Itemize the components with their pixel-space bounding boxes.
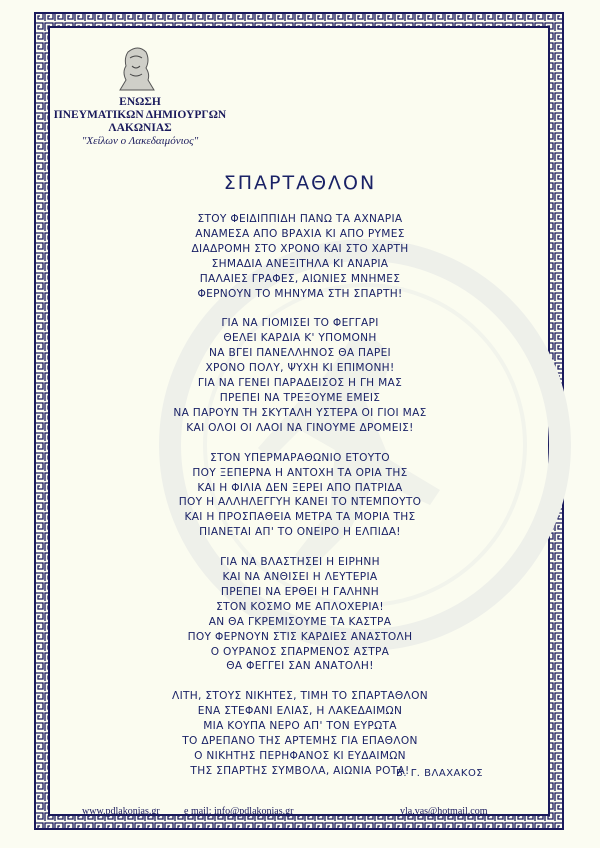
poem-title: ΣΠΑΡΤΑΘΛΟΝ xyxy=(223,172,377,194)
poem-line: ΠΡΕΠΕΙ ΝΑ ΤΡΕΞΟΥΜΕ ΕΜΕΙΣ xyxy=(219,391,381,404)
poem-line: ΠΙΑΝΕΤΑΙ ΑΠ' ΤΟ ΟΝΕΙΡΟ Η ΕΛΠΙΔΑ! xyxy=(199,526,401,539)
poem-line: ΝΑ ΒΓΕΙ ΠΑΝΕΛΛΗΝΟΣ ΘΑ ΠΑΡΕΙ xyxy=(209,347,391,360)
poem-line: ΠΟΥ ΞΕΠΕΡΝΑ Η ΑΝΤΟΧΗ ΤΑ ΟΡΙΑ ΤΗΣ xyxy=(192,466,408,479)
organization-header xyxy=(40,96,240,148)
stanza-3 xyxy=(120,451,480,540)
stanza-2 xyxy=(120,316,480,435)
poem-line: ΔΙΑΔΡΟΜΗ ΣΤΟ ΧΡΟΝΟ ΚΑΙ ΣΤΟ ΧΑΡΤΗ xyxy=(191,242,409,255)
poem-line: ΚΑΙ Η ΠΡΟΣΠΑΘΕΙΑ ΜΕΤΡΑ ΤΑ ΜΟΡΙΑ ΤΗΣ xyxy=(184,511,416,524)
poem-line: ΘΕΛΕΙ ΚΑΡΔΙΑ Κ' ΥΠΟΜΟΝΗ xyxy=(223,332,377,345)
poem-line: ΘΑ ΦΕΓΓΕΙ ΣΑΝ ΑΝΑΤΟΛΗ! xyxy=(226,660,374,673)
email-link[interactable]: e mail: info@pdlakonias.gr xyxy=(184,806,294,817)
poem-line: ΚΑΙ ΟΛΟΙ ΟΙ ΛΑΟΙ ΝΑ ΓΙΝΟΥΜΕ ΔΡΟΜΕΙΣ! xyxy=(186,421,414,434)
poem-line: ΠΑΛΑΙΕΣ ΓΡΑΦΕΣ, ΑΙΩΝΙΕΣ ΜΝΗΜΕΣ xyxy=(199,272,401,285)
poem-line: ΓΙΑ ΝΑ ΒΛΑΣΤΗΣΕΙ Η ΕΙΡΗΝΗ xyxy=(220,556,380,569)
poem-line: ΚΑΙ Η ΦΙΛΙΑ ΔΕΝ ΞΕΡΕΙ ΑΠΟ ΠΑΤΡΙΔΑ xyxy=(197,481,403,494)
poem-line: ΣΤΟΝ ΚΟΣΜΟ ΜΕ ΑΠΛΟΧΕΡΙΑ! xyxy=(216,600,384,613)
org-line-1: ΕΝΩΣΗ xyxy=(119,96,161,108)
poem-line: ΧΡΟΝΟ ΠΟΛΥ, ΨΥΧΗ ΚΙ ΕΠΙΜΟΝΗ! xyxy=(205,362,395,375)
poem-line: ΕΝΑ ΣΤΕΦΑΝΙ ΕΛΙΑΣ, Η ΛΑΚΕΔΑΙΜΩΝ xyxy=(197,705,403,718)
poem-line: Ο ΟΥΡΑΝΟΣ ΣΠΑΡΜΕΝΟΣ ΑΣΤΡΑ xyxy=(210,645,390,658)
website-link[interactable]: www.pdlakonias.gr xyxy=(82,806,160,817)
org-motto: "Χείλων ο Λακεδαιμόνιος" xyxy=(81,135,199,147)
poem-line: ΣΤΟΥ ΦΕΙΔΙΠΠΙΔΗ ΠΑΝΩ ΤΑ ΑΧΝΑΡΙΑ xyxy=(197,213,403,225)
poem-line: ΤΗΣ ΣΠΑΡΤΗΣ ΣΥΜΒΟΛΑ, ΑΙΩΝΙΑ ΡΟΤΑ! xyxy=(190,764,410,777)
poem-line: ΦΕΡΝΟΥΝ ΤΟ ΜΗΝΥΜΑ ΣΤΗ ΣΠΑΡΤΗ! xyxy=(197,287,403,300)
poem-body xyxy=(120,212,480,794)
org-line-3: ΛΑΚΩΝΙΑΣ xyxy=(108,122,172,134)
stanza-4 xyxy=(120,555,480,674)
poem-line: ΣΤΟΝ ΥΠΕΡΜΑΡΑΘΩΝΙΟ ΕΤΟΥΤΟ xyxy=(210,451,390,464)
poem-line: Ο ΝΙΚΗΤΗΣ ΠΕΡΗΦΑΝΟΣ ΚΙ ΕΥΔΑΙΜΩΝ xyxy=(194,750,406,762)
poem-line: ΤΟ ΔΡΕΠΑΝΟ ΤΗΣ ΑΡΤΕΜΗΣ ΓΙΑ ΕΠΑΘΛΟΝ xyxy=(182,735,418,748)
poem-line: ΛΙΤΗ, ΣΤΟΥΣ ΝΙΚΗΤΕΣ, ΤΙΜΗ ΤΟ ΣΠΑΡΤΑΘΛΟΝ xyxy=(172,690,428,703)
poem-line: ΠΟΥ Η ΑΛΛΗΛΕΓΓΥΗ ΚΑΝΕΙ ΤΟ ΝΤΕΜΠΟΥΤΟ xyxy=(178,496,422,509)
poem-line: ΚΑΙ ΝΑ ΑΝΘΙΣΕΙ Η ΛΕΥΤΕΡΙΑ xyxy=(222,571,378,584)
poem-line: ΠΟΥ ΦΕΡΝΟΥΝ ΣΤΙΣ ΚΑΡΔΙΕΣ ΑΝΑΣΤΟΛΗ xyxy=(187,630,413,643)
poem-line: ΜΙΑ ΚΟΥΠΑ ΝΕΡΟ ΑΠ' ΤΟΝ ΕΥΡΩΤΑ xyxy=(203,720,397,733)
poem-line: ΣΗΜΑΔΙΑ ΑΝΕΞΙΤΗΛΑ ΚΙ ΑΝΑΡΙΑ xyxy=(211,257,389,270)
poem-line: ΑΝΑΜΕΣΑ ΑΠΟ ΒΡΑΧΙΑ ΚΙ ΑΠΟ ΡΥΜΕΣ xyxy=(195,227,405,240)
chilon-bust-icon xyxy=(110,44,162,92)
poem-line: ΑΝ ΘΑ ΓΚΡΕΜΙΣΟΥΜΕ ΤΑ ΚΑΣΤΡΑ xyxy=(208,615,392,628)
poem-line: ΠΡΕΠΕΙ ΝΑ ΕΡΘΕΙ Η ΓΑΛΗΝΗ xyxy=(220,585,380,598)
poem-line: ΓΙΑ ΝΑ ΓΙΟΜΙΣΕΙ ΤΟ ΦΕΓΓΑΡΙ xyxy=(221,317,379,330)
org-line-2: ΠΝΕΥΜΑΤΙΚΩΝ ΔΗΜΙΟΥΡΓΩΝ xyxy=(53,109,227,121)
stanza-5 xyxy=(120,689,480,778)
personal-email-link[interactable]: vla.vas@hotmail.com xyxy=(400,806,488,817)
stanza-1 xyxy=(120,212,480,301)
author-signature: Β. Γ. ΒΛΑΧΑΚΟΣ xyxy=(396,768,484,779)
poem-line: ΝΑ ΠΑΡΟΥΝ ΤΗ ΣΚΥΤΑΛΗ ΥΣΤΕΡΑ ΟΙ ΓΙΟΙ ΜΑΣ xyxy=(173,406,427,419)
poem-line: ΓΙΑ ΝΑ ΓΕΝΕΙ ΠΑΡΑΔΕΙΣΟΣ Η ΓΗ ΜΑΣ xyxy=(197,377,403,390)
